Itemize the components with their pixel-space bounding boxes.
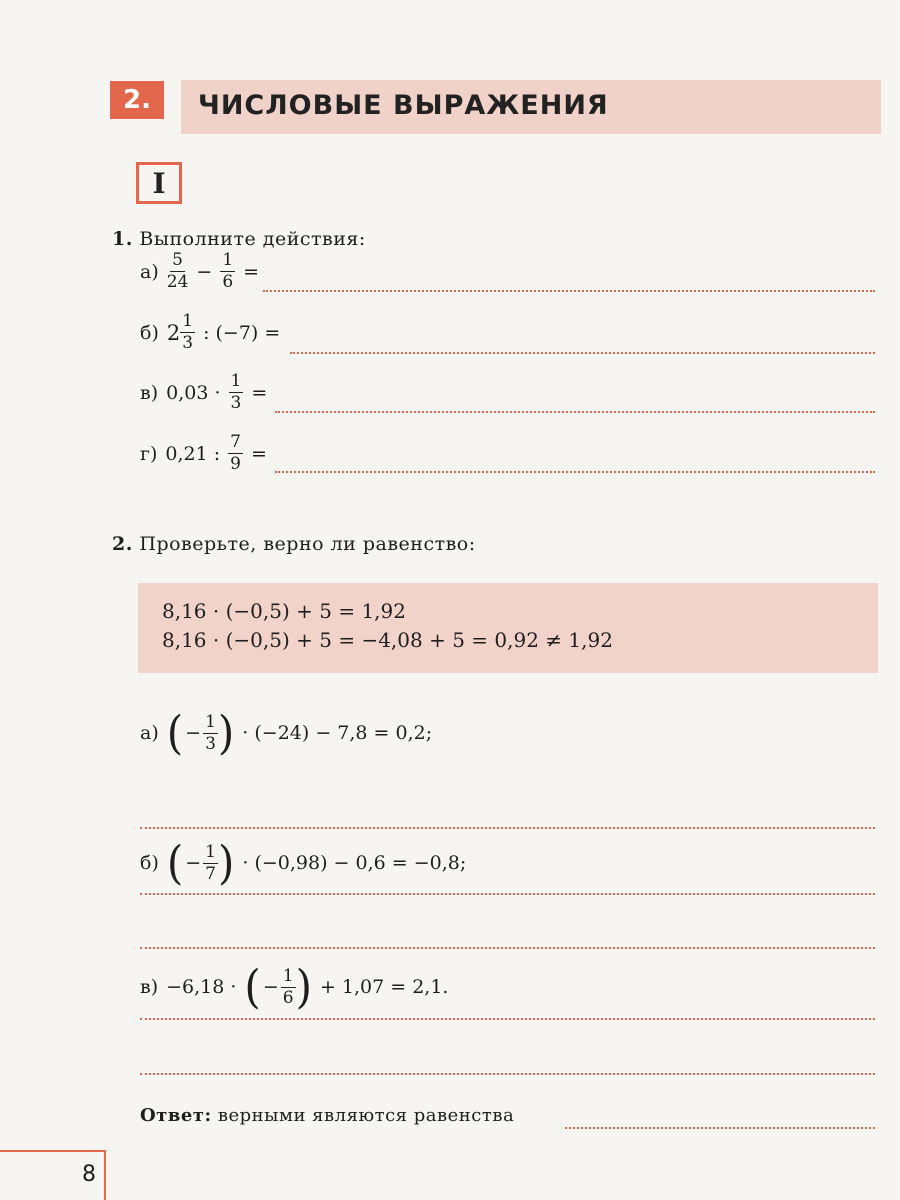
item-label: а) xyxy=(140,722,159,744)
task1-heading xyxy=(112,228,366,250)
answer-line[interactable] xyxy=(140,893,875,895)
fraction: $\frac{1}{3}$ xyxy=(230,371,242,413)
item-label: г) xyxy=(140,442,158,465)
answer-line[interactable] xyxy=(140,1073,875,1075)
item-label: б) xyxy=(140,321,159,344)
fraction: $\frac{5}{24}$ xyxy=(166,250,189,292)
task2-number: 2. xyxy=(112,533,133,555)
expression-pre: −6,18 · xyxy=(166,976,237,998)
task1-item-d xyxy=(140,434,267,473)
answer-label: Ответ: xyxy=(140,1105,212,1126)
task2-text: Проверьте, верно ли равенство: xyxy=(139,533,476,555)
expression-pre: 0,03 · xyxy=(166,381,221,404)
expression-rest: · (−24) − 7,8 = 0,2; xyxy=(242,722,433,744)
answer-line[interactable] xyxy=(140,827,875,829)
page-number: 8 xyxy=(82,1162,96,1187)
part-marker: I xyxy=(136,162,182,204)
answer-line[interactable] xyxy=(275,411,875,413)
equals: = xyxy=(251,381,268,404)
item-label: в) xyxy=(140,976,159,998)
example-line-1: 8,16 · (−0,5) + 5 = 1,92 xyxy=(162,599,406,623)
expression-pre: 0,21 : xyxy=(165,442,221,465)
page-number-box xyxy=(0,1150,106,1200)
task2-item-b xyxy=(140,835,467,890)
parenthesized-fraction: ( − $\frac{1}{7}$ ) xyxy=(166,835,235,890)
operator: − xyxy=(196,260,213,283)
fraction: $\frac{7}{9}$ xyxy=(230,432,241,474)
page-title: ЧИСЛОВЫЕ ВЫРАЖЕНИЯ xyxy=(198,90,609,121)
fraction: $\frac{1}{6}$ xyxy=(222,250,234,292)
expression-rest: : (−7) = xyxy=(203,321,281,344)
task1-number: 1. xyxy=(112,228,133,250)
answer-line[interactable] xyxy=(140,947,875,949)
task2-item-a xyxy=(140,705,433,760)
item-label: а) xyxy=(140,260,159,283)
section-number: 2. xyxy=(110,81,164,119)
parenthesized-fraction: ( − $\frac{1}{3}$ ) xyxy=(166,705,235,760)
equals: = xyxy=(250,442,267,465)
example-box xyxy=(138,583,878,673)
answer-row xyxy=(140,1105,514,1126)
task1-text: Выполните действия: xyxy=(139,228,366,250)
expression-rest: + 1,07 = 2,1. xyxy=(319,976,449,998)
example-line-2: 8,16 · (−0,5) + 5 = −4,08 + 5 = 0,92 ≠ 1,92 xyxy=(162,628,613,652)
answer-line[interactable] xyxy=(263,290,875,292)
answer-line[interactable] xyxy=(275,471,875,473)
answer-line[interactable] xyxy=(565,1127,875,1129)
equals: = xyxy=(243,260,260,283)
expression-rest: · (−0,98) − 0,6 = −0,8; xyxy=(242,852,467,874)
task1-item-a xyxy=(140,252,259,291)
item-label: б) xyxy=(140,852,159,874)
parenthesized-fraction: ( − $\frac{1}{6}$ ) xyxy=(244,959,312,1014)
task1-item-b xyxy=(140,313,280,352)
answer-text: верными являются равенства xyxy=(217,1105,515,1126)
mixed-number: 2 $\frac{1}{3}$ xyxy=(166,311,194,353)
task2-item-c xyxy=(140,959,449,1014)
answer-line[interactable] xyxy=(140,1018,875,1020)
task2-heading xyxy=(112,533,476,555)
item-label: в) xyxy=(140,381,159,404)
task1-item-c xyxy=(140,373,267,412)
answer-line[interactable] xyxy=(290,352,875,354)
